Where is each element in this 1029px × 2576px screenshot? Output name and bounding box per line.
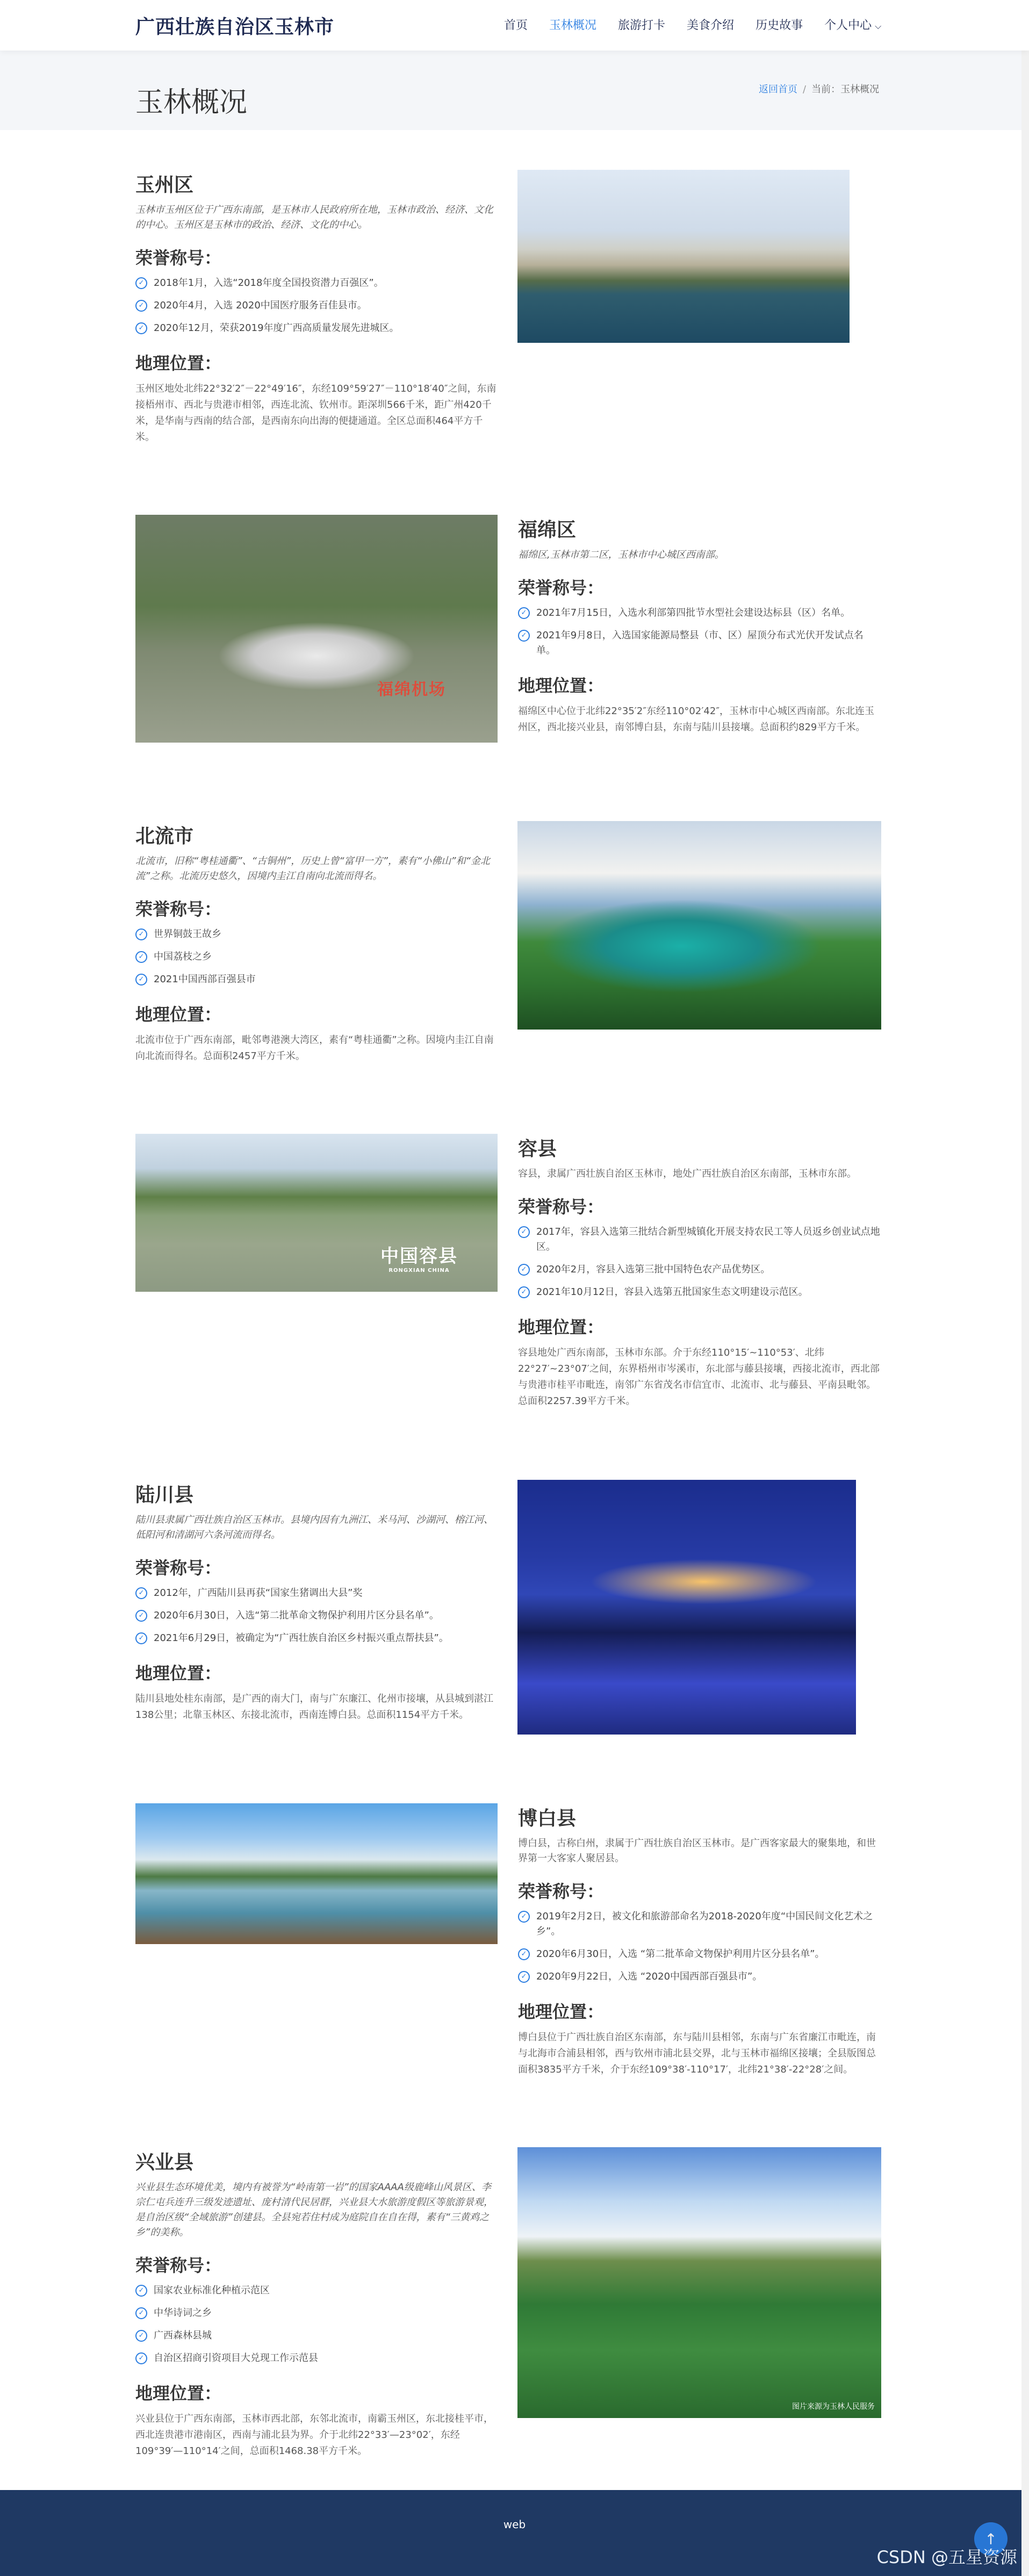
district-section — [135, 2147, 881, 2459]
district-text — [135, 170, 498, 445]
check-circle-icon: ✓ — [518, 1286, 530, 1298]
check-circle-icon: ✓ — [518, 1911, 530, 1923]
nav-history[interactable]: 历史故事 — [755, 19, 803, 32]
honor-item — [135, 321, 498, 336]
check-circle-icon: ✓ — [135, 974, 147, 985]
main-nav — [504, 16, 903, 33]
honors-heading: 荣誉称号： — [518, 1197, 605, 1217]
honor-text: 中国荔枝之乡 — [154, 951, 212, 962]
nav-profile-label: 个人中心 — [824, 19, 872, 32]
check-circle-icon: ✓ — [135, 2285, 147, 2297]
honor-text: 中华诗词之乡 — [154, 2307, 212, 2319]
breadcrumb-home-link[interactable]: 返回首页 — [759, 84, 797, 95]
nav-profile-dropdown[interactable] — [824, 16, 881, 33]
nav-food[interactable]: 美食介绍 — [687, 19, 735, 32]
honors-list — [135, 2283, 498, 2366]
district-text — [518, 515, 880, 736]
honors-list — [518, 606, 880, 658]
page-title: 玉林概况 — [135, 87, 248, 119]
geo-text: 陆川县地处桂东南部，是广西的南大门，南与广东廉江、化州市接壤，从县城到湛江138公里；北靠玉林区、东接北流市，西南连博白县。总面积1154平方千米。 — [135, 1693, 493, 1721]
honors-heading: 荣誉称号： — [518, 1881, 605, 1902]
photo-credit: 图片来源为玉林人民服务 — [792, 2402, 875, 2411]
district-text — [135, 821, 498, 1064]
honor-item — [135, 972, 498, 987]
honor-text: 2020年12月，荣获2019年度广西高质量发展先进城区。 — [154, 322, 399, 334]
check-circle-icon: ✓ — [135, 2352, 147, 2364]
honor-item — [518, 628, 880, 658]
geo-text: 容县地处广西东南部，玉林市东部。介于东经110°15′~110°53′、北纬22°27′~23°07′之间，东界梧州市岑溪市，东北部与藤县接壤，西接北流市，西北部与贵港市桂平市毗连，南邻广东省茂名市信宜市、北流市、北与藤县、平南县毗邻。总面积2257.39平方千米。 — [518, 1347, 880, 1407]
honor-item — [135, 2328, 498, 2343]
photo-logo — [380, 1241, 458, 1273]
page-banner — [0, 51, 1029, 130]
honor-text: 2017年，容县入选第三批结合新型城镇化开展支持农民工等人员返乡创业试点地区。 — [536, 1226, 880, 1253]
district-photo — [135, 515, 498, 743]
site-header — [0, 0, 1029, 51]
check-circle-icon: ✓ — [135, 2330, 147, 2342]
honors-heading: 荣誉称号： — [135, 899, 222, 919]
district-section — [135, 1134, 881, 1435]
honor-text: 2021年10月12日，容县入选第五批国家生态文明建设示范区。 — [536, 1286, 808, 1298]
check-circle-icon: ✓ — [518, 630, 530, 642]
district-title: 玉州区 — [135, 174, 194, 196]
honor-item — [518, 1947, 880, 1962]
check-circle-icon: ✓ — [135, 1610, 147, 1622]
honors-list — [135, 276, 498, 336]
honor-item — [518, 1909, 880, 1939]
district-text — [518, 1803, 880, 2078]
honor-item — [135, 2283, 498, 2298]
honor-item — [135, 1631, 498, 1646]
honor-item — [518, 606, 880, 621]
district-desc: 博白县，古称白州，隶属于广西壮族自治区玉林市。是广西客家最大的聚集地，和世界第一大客家人聚居县。 — [518, 1838, 876, 1864]
footer-text: web — [503, 2518, 526, 2531]
geo-heading: 地理位置： — [135, 1004, 222, 1025]
honor-text: 自治区招商引资项目大兑现工作示范县 — [154, 2352, 318, 2364]
check-circle-icon: ✓ — [135, 277, 147, 289]
nav-overview[interactable]: 玉林概况 — [549, 19, 597, 32]
honor-text: 2012年，广西陆川县再获“国家生猪调出大县”奖 — [154, 1587, 363, 1599]
district-section — [135, 1803, 881, 2104]
district-photo — [135, 1803, 498, 1944]
nav-travel[interactable]: 旅游打卡 — [618, 19, 666, 32]
district-section — [135, 170, 881, 443]
district-section — [135, 821, 881, 1090]
honors-list — [518, 1225, 880, 1300]
honors-heading: 荣誉称号： — [135, 2255, 222, 2276]
check-circle-icon: ✓ — [518, 1226, 530, 1238]
breadcrumb — [759, 82, 879, 96]
honors-heading: 荣誉称号： — [135, 248, 222, 268]
district-title: 福绵区 — [518, 519, 577, 541]
district-desc: 北流市，旧称“粤桂通衢”、“古铜州”，历史上曾“富甲一方”，素有“小佛山”和“金北流”之称。北流历史悠久，因境内圭江自南向北流而得名。 — [135, 855, 490, 882]
district-desc: 兴业县生态环境优美，境内有被誉为“岭南第一岩”的国家AAAA级鹿峰山风景区、李宗仁屯兵连升三级发迹遗址、庞村清代民居群，兴业县大水旅游度假区等旅游景观，是自治区级“全域旅游”创建县。全县宛若住村成为庭院自在自在得，素有“三黄鸡之乡”的美称。 — [135, 2182, 493, 2238]
district-desc: 福绵区,玉林市第二区，玉林市中心城区西南部。 — [518, 549, 724, 560]
geo-heading: 地理位置： — [518, 1317, 605, 1337]
district-text — [518, 1134, 880, 1409]
honor-text: 2020年9月22日，入选 “2020中国西部百强县市”。 — [536, 1971, 762, 1982]
honor-text: 2020年6月30日，入选 “第二批革命文物保护利用片区分县名单”。 — [536, 1948, 825, 1960]
district-title: 博白县 — [518, 1808, 577, 1830]
honor-text: 2020年4月，入选 2020中国医疗服务百佳县市。 — [154, 300, 367, 311]
geo-text: 北流市位于广西东南部，毗邻粤港澳大湾区，素有“粤桂通衢”之称。因境内圭江自南向北流而得名。总面积2457平方千米。 — [135, 1034, 494, 1062]
honor-item — [135, 949, 498, 965]
district-title: 容县 — [518, 1138, 557, 1160]
check-circle-icon: ✓ — [135, 1587, 147, 1599]
district-photo — [517, 1480, 856, 1735]
photo-logo-subtext: RONGXIAN CHINA — [388, 1268, 450, 1273]
watermark-credit: CSDN @五星资源 — [876, 2547, 1017, 2567]
district-photo — [517, 821, 881, 1030]
breadcrumb-current: 当前：玉林概况 — [811, 84, 880, 95]
honor-text: 2021年7月15日，入选水利部第四批节水型社会建设达标县（区）名单。 — [536, 607, 851, 618]
district-photo — [517, 2147, 881, 2418]
honor-item — [135, 1608, 498, 1623]
check-circle-icon: ✓ — [518, 1948, 530, 1960]
check-circle-icon: ✓ — [135, 929, 147, 940]
district-title: 兴业县 — [135, 2152, 194, 2174]
honor-text: 世界铜鼓王故乡 — [154, 929, 221, 940]
honor-item — [518, 1969, 880, 1984]
honor-item — [135, 1586, 498, 1601]
honor-text: 2020年2月，容县入选第三批中国特色农产品优势区。 — [536, 1264, 771, 1275]
geo-heading: 地理位置： — [135, 1663, 222, 1683]
photo-sign-text: 福绵机场 — [377, 680, 446, 699]
district-desc: 玉林市玉州区位于广西东南部，是玉林市人民政府所在地，玉林市政治、经济、文化的中心。玉州区是玉林市的政治、经济、文化的中心。 — [135, 204, 493, 231]
district-title: 北流市 — [135, 825, 194, 847]
honor-text: 2020年6月30日，入选“第二批革命文物保护利用片区分县名单”。 — [154, 1610, 439, 1621]
breadcrumb-separator: / — [803, 84, 807, 95]
check-circle-icon: ✓ — [518, 1971, 530, 1983]
geo-text: 博白县位于广西壮族自治区东南部，东与陆川县相邻，东南与广东省廉江市毗连，南与北海市合浦县相邻，西与钦州市浦北县交界，北与玉林市福绵区接壤；全县版图总面积3835平方千米，介于东经109°38′-110°17′，北纬21°38′-22°28′之间。 — [518, 2032, 876, 2075]
check-circle-icon: ✓ — [135, 322, 147, 334]
photo-logo-text: 中国容县 — [380, 1246, 458, 1267]
district-desc: 容县，隶属广西壮族自治区玉林市，地处广西壮族自治区东南部，玉林市东部。 — [518, 1168, 857, 1179]
check-circle-icon: ✓ — [135, 2307, 147, 2319]
honors-heading: 荣誉称号： — [518, 578, 605, 598]
honor-text: 2021中国西部百强县市 — [154, 974, 256, 985]
district-text — [135, 1480, 498, 1723]
site-brand[interactable]: 广西壮族自治区玉林市 — [135, 16, 335, 38]
honors-list — [135, 1586, 498, 1646]
district-section — [135, 515, 881, 773]
site-footer — [0, 2490, 1029, 2576]
district-photo — [135, 1134, 498, 1292]
district-text — [135, 2147, 498, 2459]
geo-heading: 地理位置： — [518, 2002, 605, 2022]
check-circle-icon: ✓ — [135, 951, 147, 963]
honor-text: 2021年6月29日，被确定为“广西壮族自治区乡村振兴重点帮扶县”。 — [154, 1632, 449, 1644]
honor-item — [135, 2351, 498, 2366]
geo-heading: 地理位置： — [135, 2383, 222, 2404]
honor-item — [135, 298, 498, 313]
honors-heading: 荣誉称号： — [135, 1558, 222, 1578]
geo-text: 玉州区地处北纬22°32′2″－22°49′16″，东经109°59′27″－110°18′40″之间，东南接梧州市、西北与贵港市相邻，西连北流、钦州市。距深圳566千米，距广州420千米，是华南与西南的结合部，是西南东向出海的便捷通道。全区总面积464平方千米。 — [135, 383, 496, 443]
honors-list — [135, 927, 498, 987]
honor-text: 2021年9月8日，入选国家能源局整县（市、区）屋顶分布式光伏开发试点名单。 — [536, 630, 864, 656]
geo-text: 兴业县位于广西东南部，玉林市西北部，东邻北流市，南霸玉州区，东北接桂平市，西北连贵港市港南区，西南与浦北县为界。介于北纬22°33′—23°02′，东经109°39′—110°14′之间，总面积1468.38平方千米。 — [135, 2413, 493, 2457]
geo-heading: 地理位置： — [135, 353, 222, 373]
district-desc: 陆川县隶属广西壮族自治区玉林市。县境内因有九洲江、米马河、沙湖河、榕江河、低阳河和清湖河六条河流而得名。 — [135, 1514, 493, 1541]
honor-item — [135, 2306, 498, 2321]
honor-text: 广西森林县城 — [154, 2330, 212, 2341]
honor-item — [518, 1262, 880, 1277]
check-circle-icon: ✓ — [135, 1632, 147, 1644]
honor-item — [518, 1285, 880, 1300]
check-circle-icon: ✓ — [135, 300, 147, 312]
chevron-down-icon: ⌵ — [875, 21, 882, 31]
honor-text: 国家农业标准化种植示范区 — [154, 2285, 270, 2296]
geo-text: 福绵区中心位于北纬22°35′2″东经110°02′42″，玉林市中心城区西南部。东北连玉州区，西北接兴业县，南邻博白县，东南与陆川县接壤。总面积约829平方千米。 — [518, 706, 875, 733]
honor-item — [518, 1225, 880, 1255]
district-title: 陆川县 — [135, 1484, 194, 1506]
check-circle-icon: ✓ — [518, 607, 530, 619]
honor-item — [135, 276, 498, 291]
honor-text: 2019年2月2日，被文化和旅游部命名为2018-2020年度“中国民间文化艺术之乡”。 — [536, 1911, 873, 1937]
geo-heading: 地理位置： — [518, 675, 605, 696]
district-section — [135, 1480, 881, 1748]
page-scrollbar[interactable] — [1021, 0, 1029, 2576]
check-circle-icon: ✓ — [518, 1264, 530, 1276]
honor-item — [135, 927, 498, 942]
honor-text: 2018年1月，入选“2018年度全国投资潜力百强区”。 — [154, 277, 384, 289]
nav-home[interactable]: 首页 — [504, 19, 528, 32]
district-photo — [517, 170, 850, 343]
honors-list — [518, 1909, 880, 1984]
arrow-up-icon: ↑ — [984, 2530, 997, 2548]
